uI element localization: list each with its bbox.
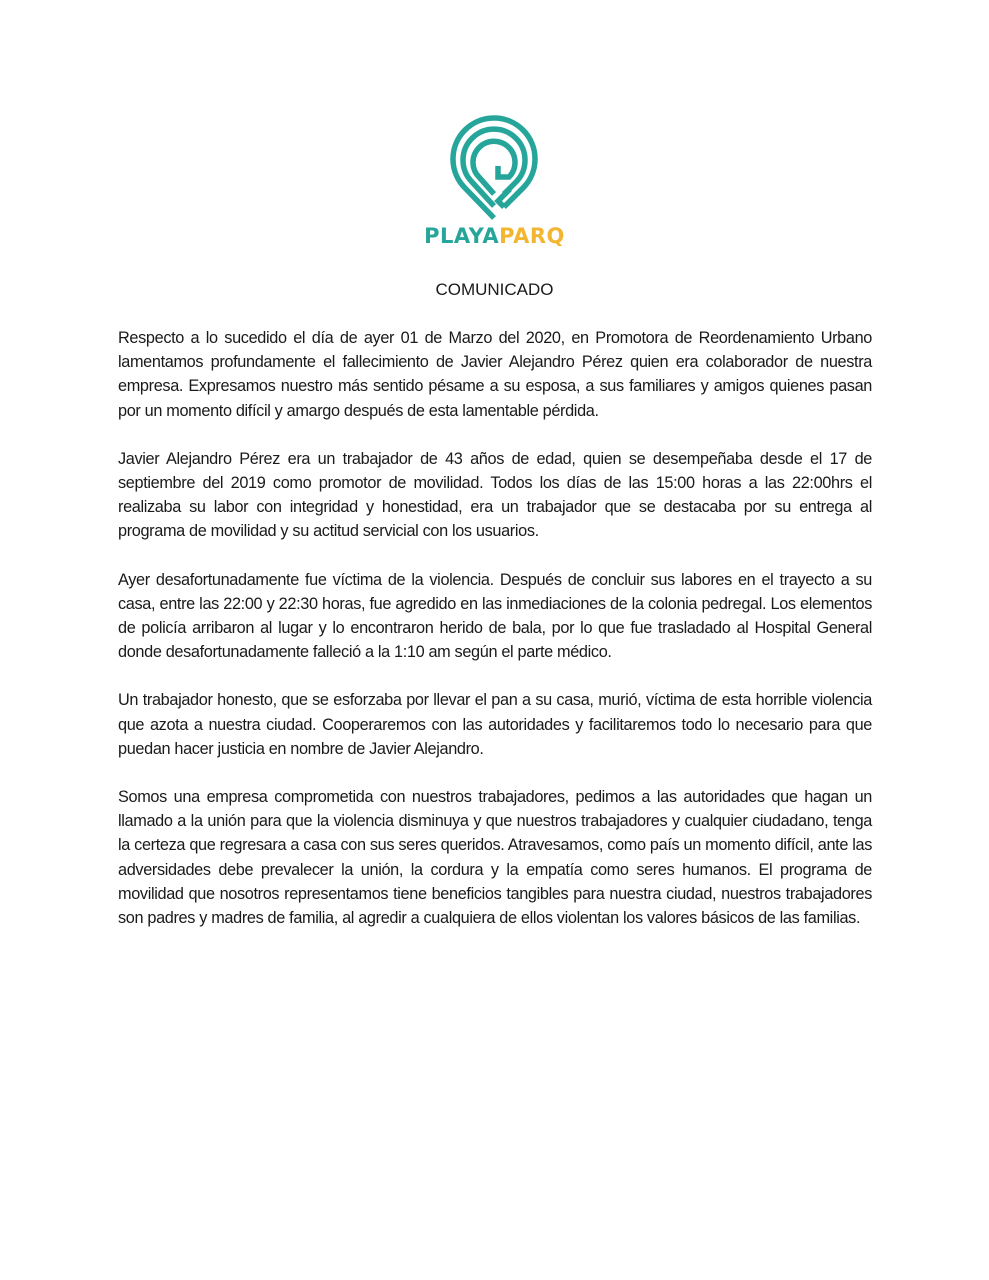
paragraph-2: Javier Alejandro Pérez era un trabajador de 43 años de edad, quien se desempeñaba desde el 17 de septiembre del 2019 como promotor de movilidad. Todos los días de las 15:00 horas a las 22:00hrs el realizaba su labor con integridad y honestidad, era un trabajador que se destacaba por su entrega al programa de movilidad y su actitud servicial con los usuarios. (118, 449, 872, 541)
wordmark-parq: PARQ (499, 224, 565, 248)
paragraph-5: Somos una empresa comprometida con nuestros trabajadores, pedimos a las autoridades que hagan un llamado a la unión para que la violencia disminuya y que nuestros trabajadores y cualquier ciudadano, tenga la certeza que regresara a casa con sus seres queridos. Atravesamos, como país un momento difícil, ante las adversidades debe prevalecer la unión, la cordura y la empatía como seres humanos. El programa de movilidad que nosotros representamos tiene beneficios tangibles para nuestra ciudad, nuestros trabajadores son padres y madres de familia, al agredir a cualquiera de ellos violentan los valores básicos de las familias. (118, 788, 872, 928)
brand-wordmark (0, 224, 989, 248)
paragraph-4: Un trabajador honesto, que se esforzaba por llevar el pan a su casa, murió, víctima de esta horrible violencia que azota a nuestra ciudad. Cooperaremos con las autoridades y facilitaremos todo lo necesario para que puedan hacer justicia en nombre de Javier Alejandro. (118, 691, 872, 758)
document-title: COMUNICADO (435, 280, 554, 299)
paragraph-1: Respecto a lo sucedido el día de ayer 01 de Marzo del 2020, en Promotora de Reordenamiento Urbano lamentamos profundamente el fallecimiento de Javier Alejandro Pérez quien era colaborador de nuestra empresa. Expresamos nuestro más sentido pésame a su esposa, a sus familiares y amigos quienes pasan por un momento difícil y amargo después de esta lamentable pérdida. (118, 329, 872, 420)
map-pin-icon (448, 114, 540, 222)
wordmark-playa: PLAYA (424, 224, 500, 248)
paragraph-3: Ayer desafortunadamente fue víctima de la violencia. Después de concluir sus labores en el trayecto a su casa, entre las 22:00 y 22:30 horas, fue agredido en las inmediaciones de la colonia pedregal. Los elementos de policía arribaron al lugar y lo encontraron herido de bala, por lo que fue trasladado al Hospital General donde desafortunadamente falleció a la 1:10 am según el parte médico. (118, 570, 872, 662)
document-body (118, 326, 872, 954)
